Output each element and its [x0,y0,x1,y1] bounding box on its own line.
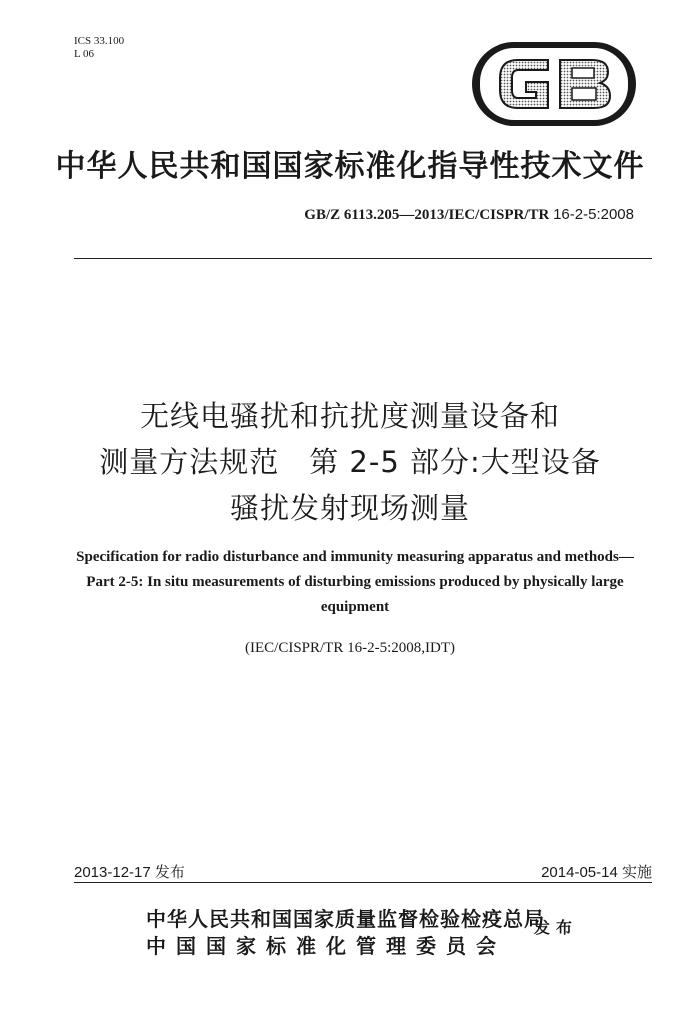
english-title: Specification for radio disturbance and immunity measuring apparatus and methods—Part 2-5: In situ measurements of disturbing emissions produced by physically large equipment [76,549,634,615]
classification-codes [74,35,124,61]
chinese-title-line-1: 无线电骚扰和抗扰度测量设备和 [139,399,560,433]
standard-number-main: GB/Z 6113.205—2013/IEC/CISPR/TR [304,207,554,223]
publish-label: 发布 [534,918,579,937]
issuing-organization-2: 中国国家标准化管理委员会 [146,934,506,958]
standard-number-tail: 16-2-5:2008 [553,206,634,223]
ics-code: ICS 33.100 [74,35,125,47]
chinese-title-line-2: 测量方法规范 第 2-5 部分:大型设备 [99,445,601,479]
top-divider [74,258,652,259]
issuing-organization-1: 中华人民共和国国家质量监督检验检疫总局 [146,907,545,931]
chinese-title-line-3: 骚扰发射现场测量 [229,491,470,525]
standard-number [304,206,634,224]
document-type-heading: 中华人民共和国国家标准化指导性技术文件 [55,149,645,184]
ccs-code: L 06 [74,48,95,60]
bottom-divider [74,882,652,883]
issue-date: 2013-12-17 发布 [74,864,185,881]
adoption-note: (IEC/CISPR/TR 16-2-5:2008,IDT) [245,640,455,656]
implementation-date: 2014-05-14 实施 [541,864,652,881]
gb-logo [470,40,638,128]
